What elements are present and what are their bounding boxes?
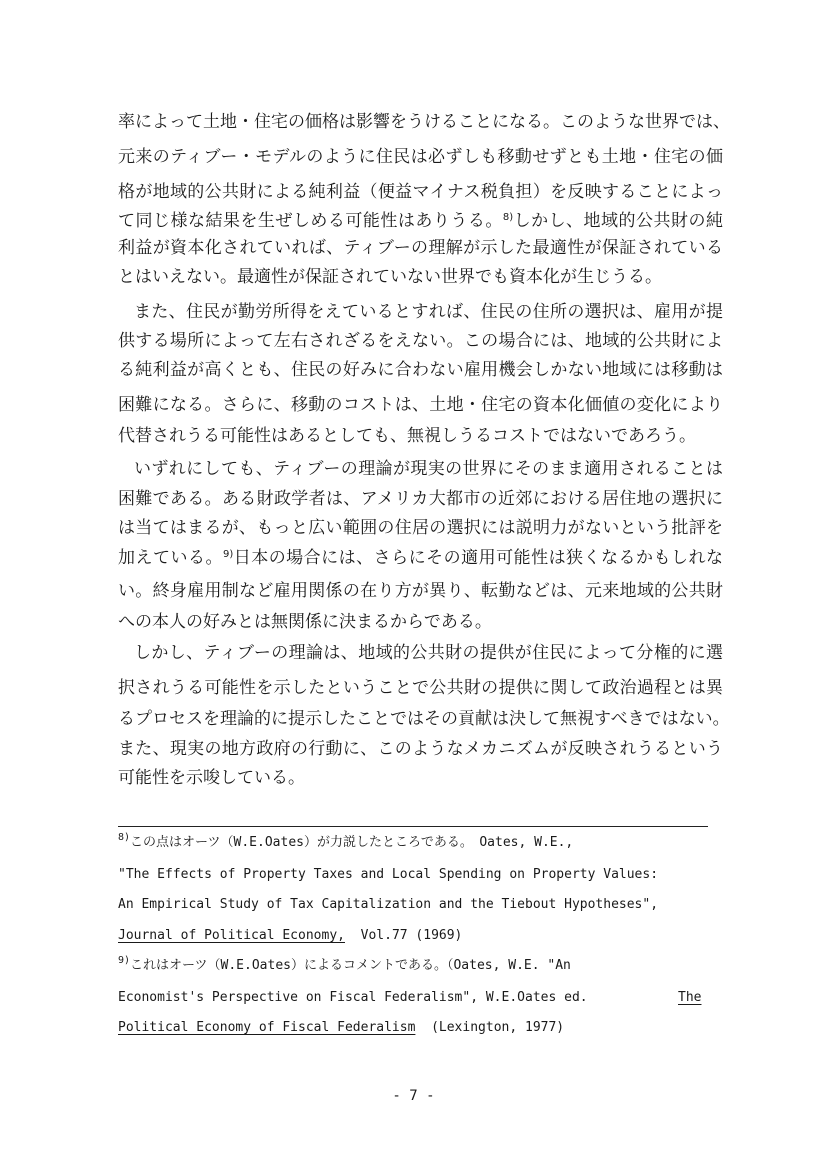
book-title: Political Economy of Fiscal Federalism [118, 1020, 416, 1035]
page-number: - 7 - [392, 1088, 435, 1104]
body-line: い。終身雇用制など雇用関係の在り方が異り、転勤などは、元来地域的公共財 [118, 581, 723, 601]
footnote-ref-9: 9) [222, 549, 234, 560]
footnote-line [118, 956, 718, 976]
journal-volume: Vol.77 (1969) [360, 928, 463, 943]
body-line: は当てはまるが、もっと広い範囲の住居の選択には説明力がないという批評を [118, 518, 723, 538]
footnote-separator [118, 826, 708, 827]
body-line: しかし、ティブーの理論は、地域的公共財の提供が住民によって分権的に選 [134, 643, 723, 663]
footnote-line: "The Effects of Property Taxes and Local Spending on Property Values: [118, 867, 659, 882]
body-line: 択されうる可能性を示したということで公共財の提供に関して政治過程とは異 [118, 678, 723, 698]
body-line [118, 209, 723, 233]
footnote-marker: 9) [118, 955, 131, 966]
body-line: 代替されうる可能性はあるとしても、無視しうるコストではないであろう。 [118, 426, 696, 446]
body-line: 元来のティブー・モデルのように住民は必ずしも移動せずとも土地・住宅の価 [118, 147, 723, 167]
body-line: 困難になる。さらに、移動のコストは、土地・住宅の資本化価値の変化により [118, 395, 723, 415]
body-text-run: て同じ様な結果を生ぜしめる可能性はありうる。 [118, 211, 503, 231]
footnote-marker: 8) [118, 832, 131, 843]
body-line: への本人の好みとは無関係に決まるからである。 [118, 612, 492, 632]
body-line: また、住民が勤労所得をえているとすれば、住民の住所の選択は、雇用が提 [134, 302, 723, 322]
journal-title: Journal of Political Economy, [118, 928, 345, 943]
publisher: (Lexington, 1977) [431, 1020, 565, 1035]
footnote-line [118, 1018, 718, 1038]
body-line: 利益が資本化されていれば、ティブーの理解が示した最適性が保証されている [118, 238, 723, 258]
body-line: 率によって土地・住宅の価格は影響をうけることになる。このような世界では、 [118, 112, 730, 132]
book-title-start: The [678, 990, 702, 1005]
body-line: とはいえない。最適性が保証されていない世界でも資本化が生じうる。 [118, 267, 662, 287]
footnote-line [118, 988, 718, 1008]
body-text-run: しかし、地域的公共財の純 [513, 211, 723, 231]
body-line: 可能性を示唆している。 [118, 768, 305, 788]
body-line: 供する場所によって左右されざるをえない。この場合には、地域的公共財によ [118, 331, 723, 351]
body-line: 格が地域的公共財による純利益（便益マイナス税負担）を反映することによっ [118, 182, 723, 202]
footnote-line [118, 926, 718, 946]
footnote-line: An Empirical Study of Tax Capitalization and the Tiebout Hypotheses", [118, 897, 659, 912]
footnote-text: これはオーツ（W.E.Oates）によるコメントである。（Oates, W.E. "An [130, 958, 571, 973]
body-line [118, 546, 723, 570]
footnote-line [118, 833, 718, 853]
body-text-run: 日本の場合には、さらにその適用可能性は狭くなるかもしれな [233, 548, 723, 568]
footnote-text: この点はオーツ（W.E.Oates）が力説したところである。 Oates, W.E., [130, 835, 574, 850]
body-line: また、現実の地方政府の行動に、このようなメカニズムが反映されうるという [118, 739, 723, 759]
body-line: いずれにしても、ティブーの理論が現実の世界にそのまま適用されることは [134, 459, 723, 479]
body-line: る純利益が高くとも、住民の好みに合わない雇用機会しかない地域には移動は [118, 360, 723, 380]
footnote-text: Economist's Perspective on Fiscal Federalism", W.E.Oates ed. [118, 990, 588, 1005]
footnote-ref-8: 8) [502, 212, 514, 223]
body-line: るプロセスを理論的に提示したことではその貢献は決して無視すべきではない。 [118, 709, 730, 729]
body-text-run: 加えている。 [118, 548, 223, 568]
body-line: 困難である。ある財政学者は、アメリカ大都市の近郊における居住地の選択に [118, 489, 723, 509]
